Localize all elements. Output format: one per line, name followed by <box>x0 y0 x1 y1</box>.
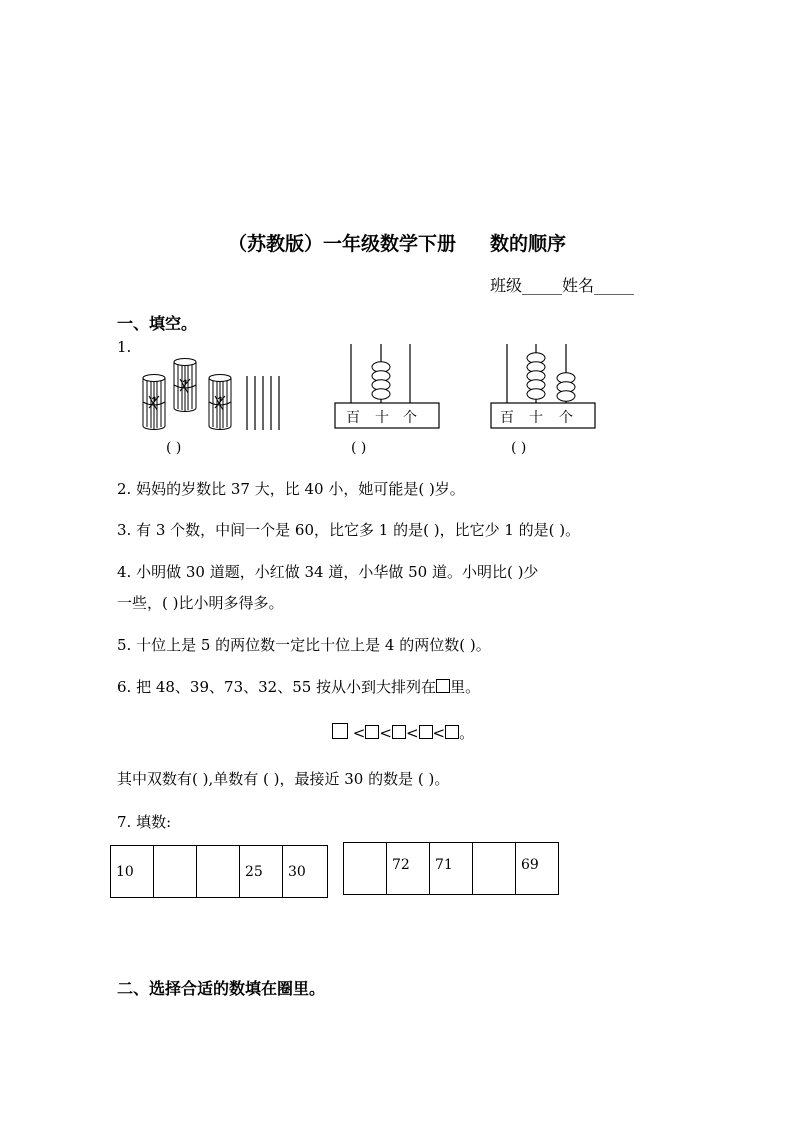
q6-follow-up: 其中双数有( ),单数有 ( )，最接近 30 的数是 ( )。 <box>117 770 450 788</box>
q3: 3. 有 3 个数，中间一个是 60，比它多 1 的是( )，比它少 1 的是( )。 <box>117 521 581 539</box>
q1-answer-2[interactable]: ( ) <box>351 440 367 456</box>
q4-line-2: 一些，( )比小明多得多。 <box>117 594 284 612</box>
q1-number: 1. <box>117 338 132 356</box>
abacus-1-tens-beads <box>372 362 390 399</box>
order-box-3[interactable] <box>392 725 406 739</box>
title-topic: 数的顺序 <box>490 233 567 255</box>
section2-heading: 二、选择合适的数填在圈里。 <box>117 979 326 998</box>
section1-heading: 一、填空。 <box>117 314 198 333</box>
q6-text: 6. 把 48、39、73、32、55 按从小到大排列在 <box>117 678 437 696</box>
stick-bundle-1 <box>143 375 165 430</box>
abacus-2-label-tens: 十 <box>529 410 543 426</box>
loose-sticks <box>247 376 279 430</box>
stick-bundle-2 <box>174 359 196 412</box>
q6-tail: 里。 <box>450 678 481 696</box>
table2-cell[interactable]: 71 <box>430 843 473 895</box>
table1-cell[interactable]: 25 <box>240 846 283 898</box>
q4-line-1: 4. 小明做 30 道题，小红做 34 道，小华做 50 道。小明比( )少 <box>117 563 539 581</box>
page-title <box>0 229 794 256</box>
q6-box-icon <box>436 679 450 693</box>
q6-ordering-boxes: < < < < 。 <box>332 722 474 743</box>
class-name-line[interactable]: 班级_____姓名_____ <box>490 276 635 295</box>
q6 <box>117 676 480 697</box>
table1-cell[interactable]: 30 <box>283 846 328 898</box>
q5: 5. 十位上是 5 的两位数一定比十位上是 4 的两位数( )。 <box>117 636 491 654</box>
stick-bundles-figure <box>135 352 290 432</box>
stick-bundle-3 <box>209 375 231 430</box>
q2: 2. 妈妈的岁数比 37 大，比 40 小，她可能是( )岁。 <box>117 480 465 498</box>
abacus-2-label-hundreds: 百 <box>500 410 514 426</box>
abacus-2-tens-beads <box>527 353 545 399</box>
q1-answer-3[interactable]: ( ) <box>511 440 527 456</box>
abacus-1-label-ones: 个 <box>403 410 417 426</box>
table1-cell[interactable] <box>154 846 197 898</box>
fill-table-2 <box>343 842 559 895</box>
table2-cell[interactable]: 69 <box>516 843 559 895</box>
abacus-1 <box>333 342 441 430</box>
table2-cell[interactable]: 72 <box>387 843 430 895</box>
fill-table-1 <box>110 845 328 898</box>
abacus-2-label-ones: 个 <box>559 410 573 426</box>
q1-answer-1[interactable]: ( ) <box>166 440 182 456</box>
table2-cell[interactable] <box>473 843 516 895</box>
order-box-4[interactable] <box>419 725 433 739</box>
order-box-5[interactable] <box>445 725 459 739</box>
abacus-2-ones-beads <box>557 373 575 401</box>
q7: 7. 填数: <box>117 813 172 831</box>
order-box-1[interactable] <box>332 723 348 739</box>
title-series: （苏教版）一年级数学下册 <box>227 233 456 255</box>
table1-cell[interactable] <box>197 846 240 898</box>
table2-cell[interactable] <box>344 843 387 895</box>
abacus-1-label-hundreds: 百 <box>346 410 360 426</box>
abacus-1-label-tens: 十 <box>375 410 389 426</box>
order-box-2[interactable] <box>365 725 379 739</box>
table1-cell[interactable]: 10 <box>111 846 154 898</box>
abacus-2 <box>489 342 597 430</box>
